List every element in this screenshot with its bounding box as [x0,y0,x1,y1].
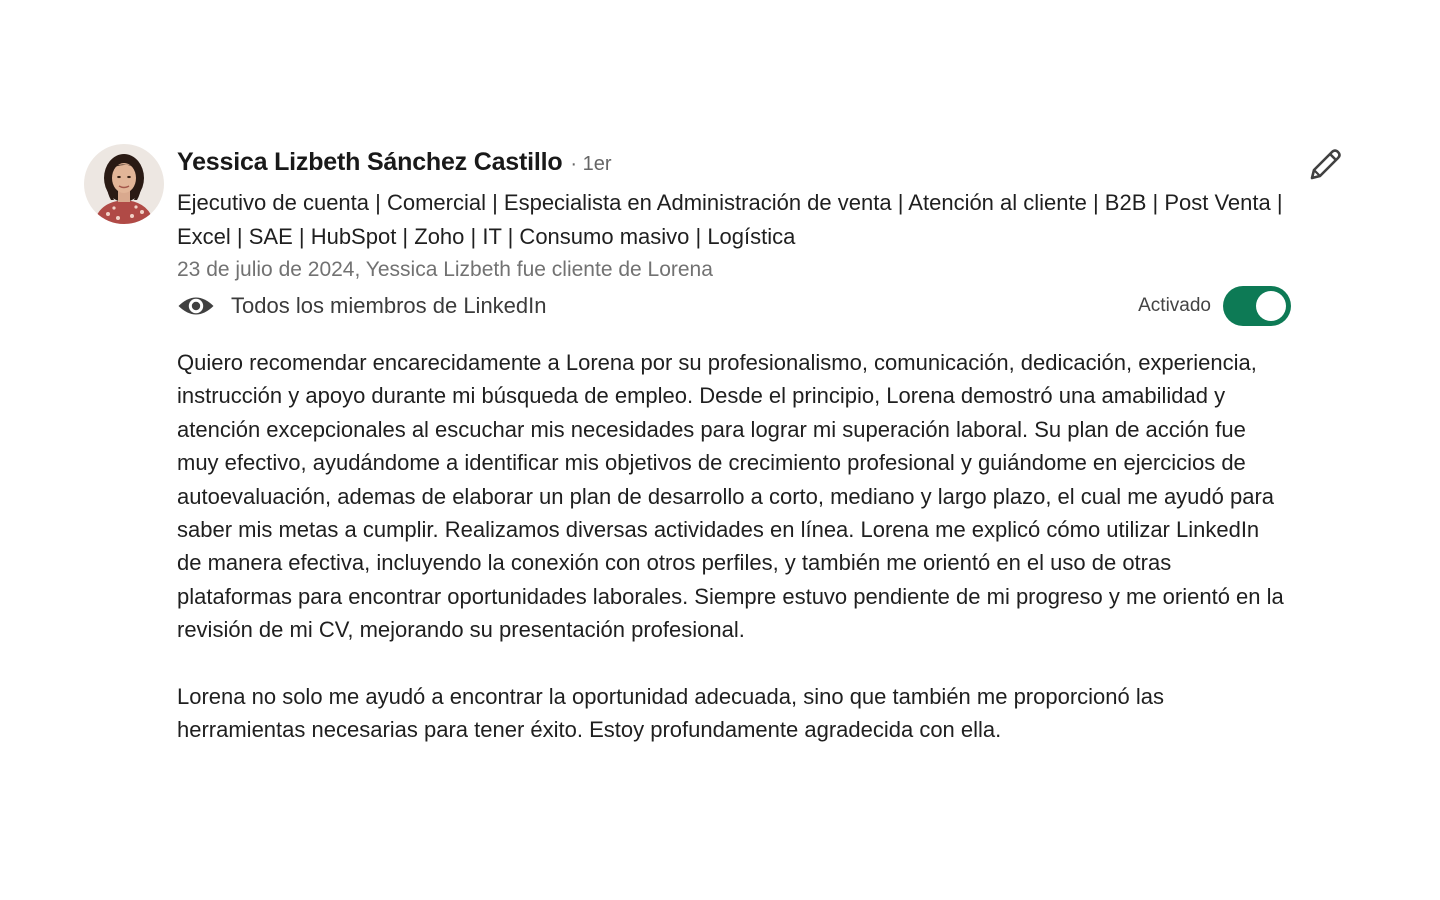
visibility-toggle-group [1138,286,1291,326]
author-headline: Ejecutivo de cuenta | Comercial | Especialista en Administración de venta | Atención al cliente | B2B | Post Venta | Excel | SAE | HubSpot | Zoho | IT | Consumo masivo | Logística [177,190,1283,249]
edit-button[interactable] [1306,144,1346,184]
visibility-label: Todos los miembros de LinkedIn [231,293,547,318]
profile-photo [84,144,164,224]
author-row [177,144,1289,186]
recommendation-paragraph: Quiero recomendar encarecidamente a Lorena por su profesionalismo, comunicación, dedicación, experiencia, instrucción y apoyo durante mi búsqueda de empleo. Desde el principio, Lorena demostró una amabilidad y atención excepcionales al escuchar mis necesidades para lograr mi superación laboral. Su plan de acción fue muy efectivo, ayudándome a identificar mis objetivos de crecimiento profesional y guiándome en ejercicios de autoevaluación, ademas de elaborar un plan de desarrollo a corto, mediano y largo plazo, el cual me ayudó para saber mis metas a cumplir. Realizamos diversas actividades en línea. Lorena me explicó cómo utilizar LinkedIn de manera efectiva, incluyendo la conexión con otros perfiles, y también me orientó en el uso de otras plataformas para encontrar oportunidades laborales. Siempre estuvo pendiente de mi progreso y me orientó en la revisión de mi CV, mejorando su presentación profesional. [177,350,1284,643]
eye-icon [177,293,215,319]
toggle-knob [1256,291,1286,321]
visibility-toggle[interactable] [1223,286,1291,326]
recommendation-content [177,144,1289,747]
pencil-icon [1308,146,1344,182]
avatar[interactable] [84,144,164,224]
author-name[interactable]: Yessica Lizbeth Sánchez Castillo [177,148,563,176]
recommendation-paragraph: Lorena no solo me ayudó a encontrar la oportunidad adecuada, sino que también me proporcionó las herramientas necesarias para tener éxito. Estoy profundamente agradecida con ella. [177,684,1164,743]
recommendation-text [177,346,1289,747]
connection-degree: · 1er [570,153,612,175]
visibility-row [177,286,1289,326]
toggle-label: Activado [1138,295,1211,316]
recommendation-date: 23 de julio de 2024, Yessica Lizbeth fue cliente de Lorena [177,258,713,281]
